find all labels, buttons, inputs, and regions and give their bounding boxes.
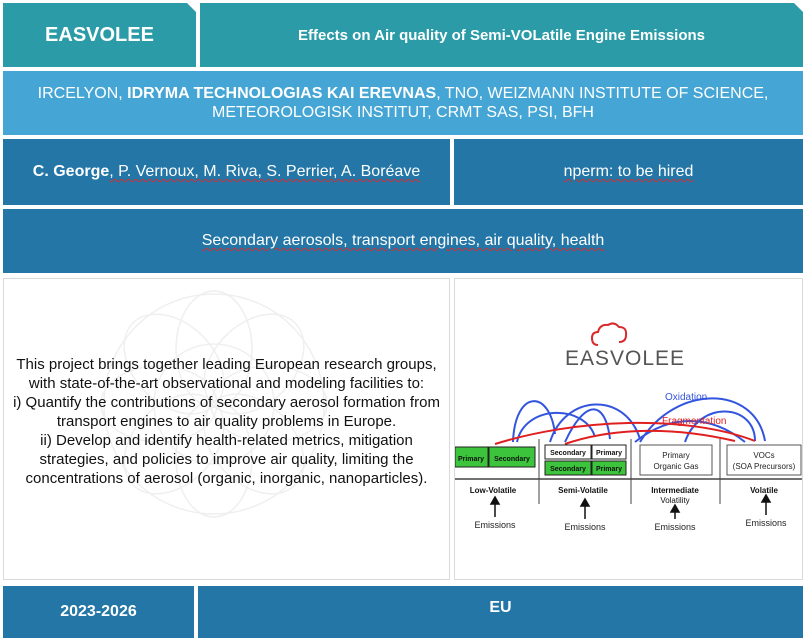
team-cell (3, 139, 450, 205)
secondary-box-semi-top-label: Secondary (550, 450, 586, 457)
partners-after: , TNO, WEIZMANN INSTITUTE OF SCIENCE, METEOROLOGISK INSTITUT, CRMT SAS, PSI, BFH (212, 85, 769, 121)
project-years: 2023-2026 (60, 603, 137, 620)
team-text (33, 163, 420, 181)
diagram-logo-text: EASVOLEE (564, 347, 686, 370)
partners-cell (3, 71, 803, 135)
funder: EU (489, 599, 512, 616)
primary-organic-gas-line-1: Primary (662, 451, 690, 460)
description-item-2: ii) Develop and identify health-related metrics, mitigation strategies, and policies to improve air quality, limiting the concentrations of aerosol (organic, inorganic, nanoparticles). (25, 432, 428, 487)
low-volatile-label: Low-Volatile (469, 486, 517, 495)
description-text (4, 355, 449, 488)
keywords-text: Secondary aerosols, transport engines, air quality, health (201, 232, 605, 249)
team-members: , P. Vernoux, M. Riva, S. Perrier, A. Boréave (109, 163, 421, 180)
secondary-box-semi-bottom-label: Secondary (550, 466, 586, 473)
years-cell (3, 586, 194, 638)
primary-box-low-label: Primary (457, 456, 485, 463)
primary-organic-gas-line-2: Organic Gas (653, 462, 699, 471)
volatile-label: Volatile (750, 486, 778, 495)
emissions-label-semi: Emissions (564, 522, 606, 532)
emissions-label-volatile: Emissions (745, 518, 787, 528)
partners-text (13, 84, 793, 122)
project-acronym: EASVOLEE (45, 23, 154, 46)
primary-box-semi-bottom-label: Primary (595, 466, 623, 473)
vocs-line-1: VOCs (753, 451, 775, 460)
intermediate-label-2: Volatility (660, 496, 690, 505)
volatility-diagram (455, 279, 802, 579)
project-title: Effects on Air quality of Semi-VOLatile Engine Emissions (297, 26, 706, 44)
intermediate-label-1: Intermediate (651, 486, 699, 495)
project-title-cell (200, 3, 803, 67)
oxidation-label: Oxidation (665, 392, 708, 403)
cloud-logo-icon (592, 323, 626, 345)
partners-bold: IDRYMA TECHNOLOGIAS KAI EREVNAS (127, 85, 437, 102)
team-lead: C. George (32, 163, 110, 180)
description-panel (3, 278, 450, 580)
keywords-cell (3, 209, 803, 273)
corner-fold (187, 3, 196, 12)
partners-before: IRCELYON, (37, 85, 128, 102)
funder-cell (198, 586, 803, 638)
secondary-box-low-label: Secondary (494, 456, 530, 463)
description-item-1: i) Quantify the contributions of secondary aerosol formation from transport engines to air quality problems in Europe. (13, 394, 440, 430)
corner-fold (794, 3, 803, 12)
primary-box-semi-top-label: Primary (595, 450, 623, 457)
oxidation-arrows (513, 398, 765, 442)
vocs-line-2: (SOA Precursors) (732, 462, 796, 471)
nperm-cell (454, 139, 803, 205)
fragmentation-label: Fragmentation (662, 416, 727, 427)
emissions-label-low: Emissions (474, 520, 516, 530)
semi-volatile-label: Semi-Volatile (558, 486, 608, 495)
nperm-text: nperm: to be hired (563, 163, 694, 180)
project-diagram-panel (454, 278, 803, 580)
project-acronym-cell (3, 3, 196, 67)
emissions-label-intermediate: Emissions (654, 522, 696, 532)
description-intro: This project brings together leading European research groups, with state-of-the-art observational and modeling facilities to: (16, 356, 437, 392)
